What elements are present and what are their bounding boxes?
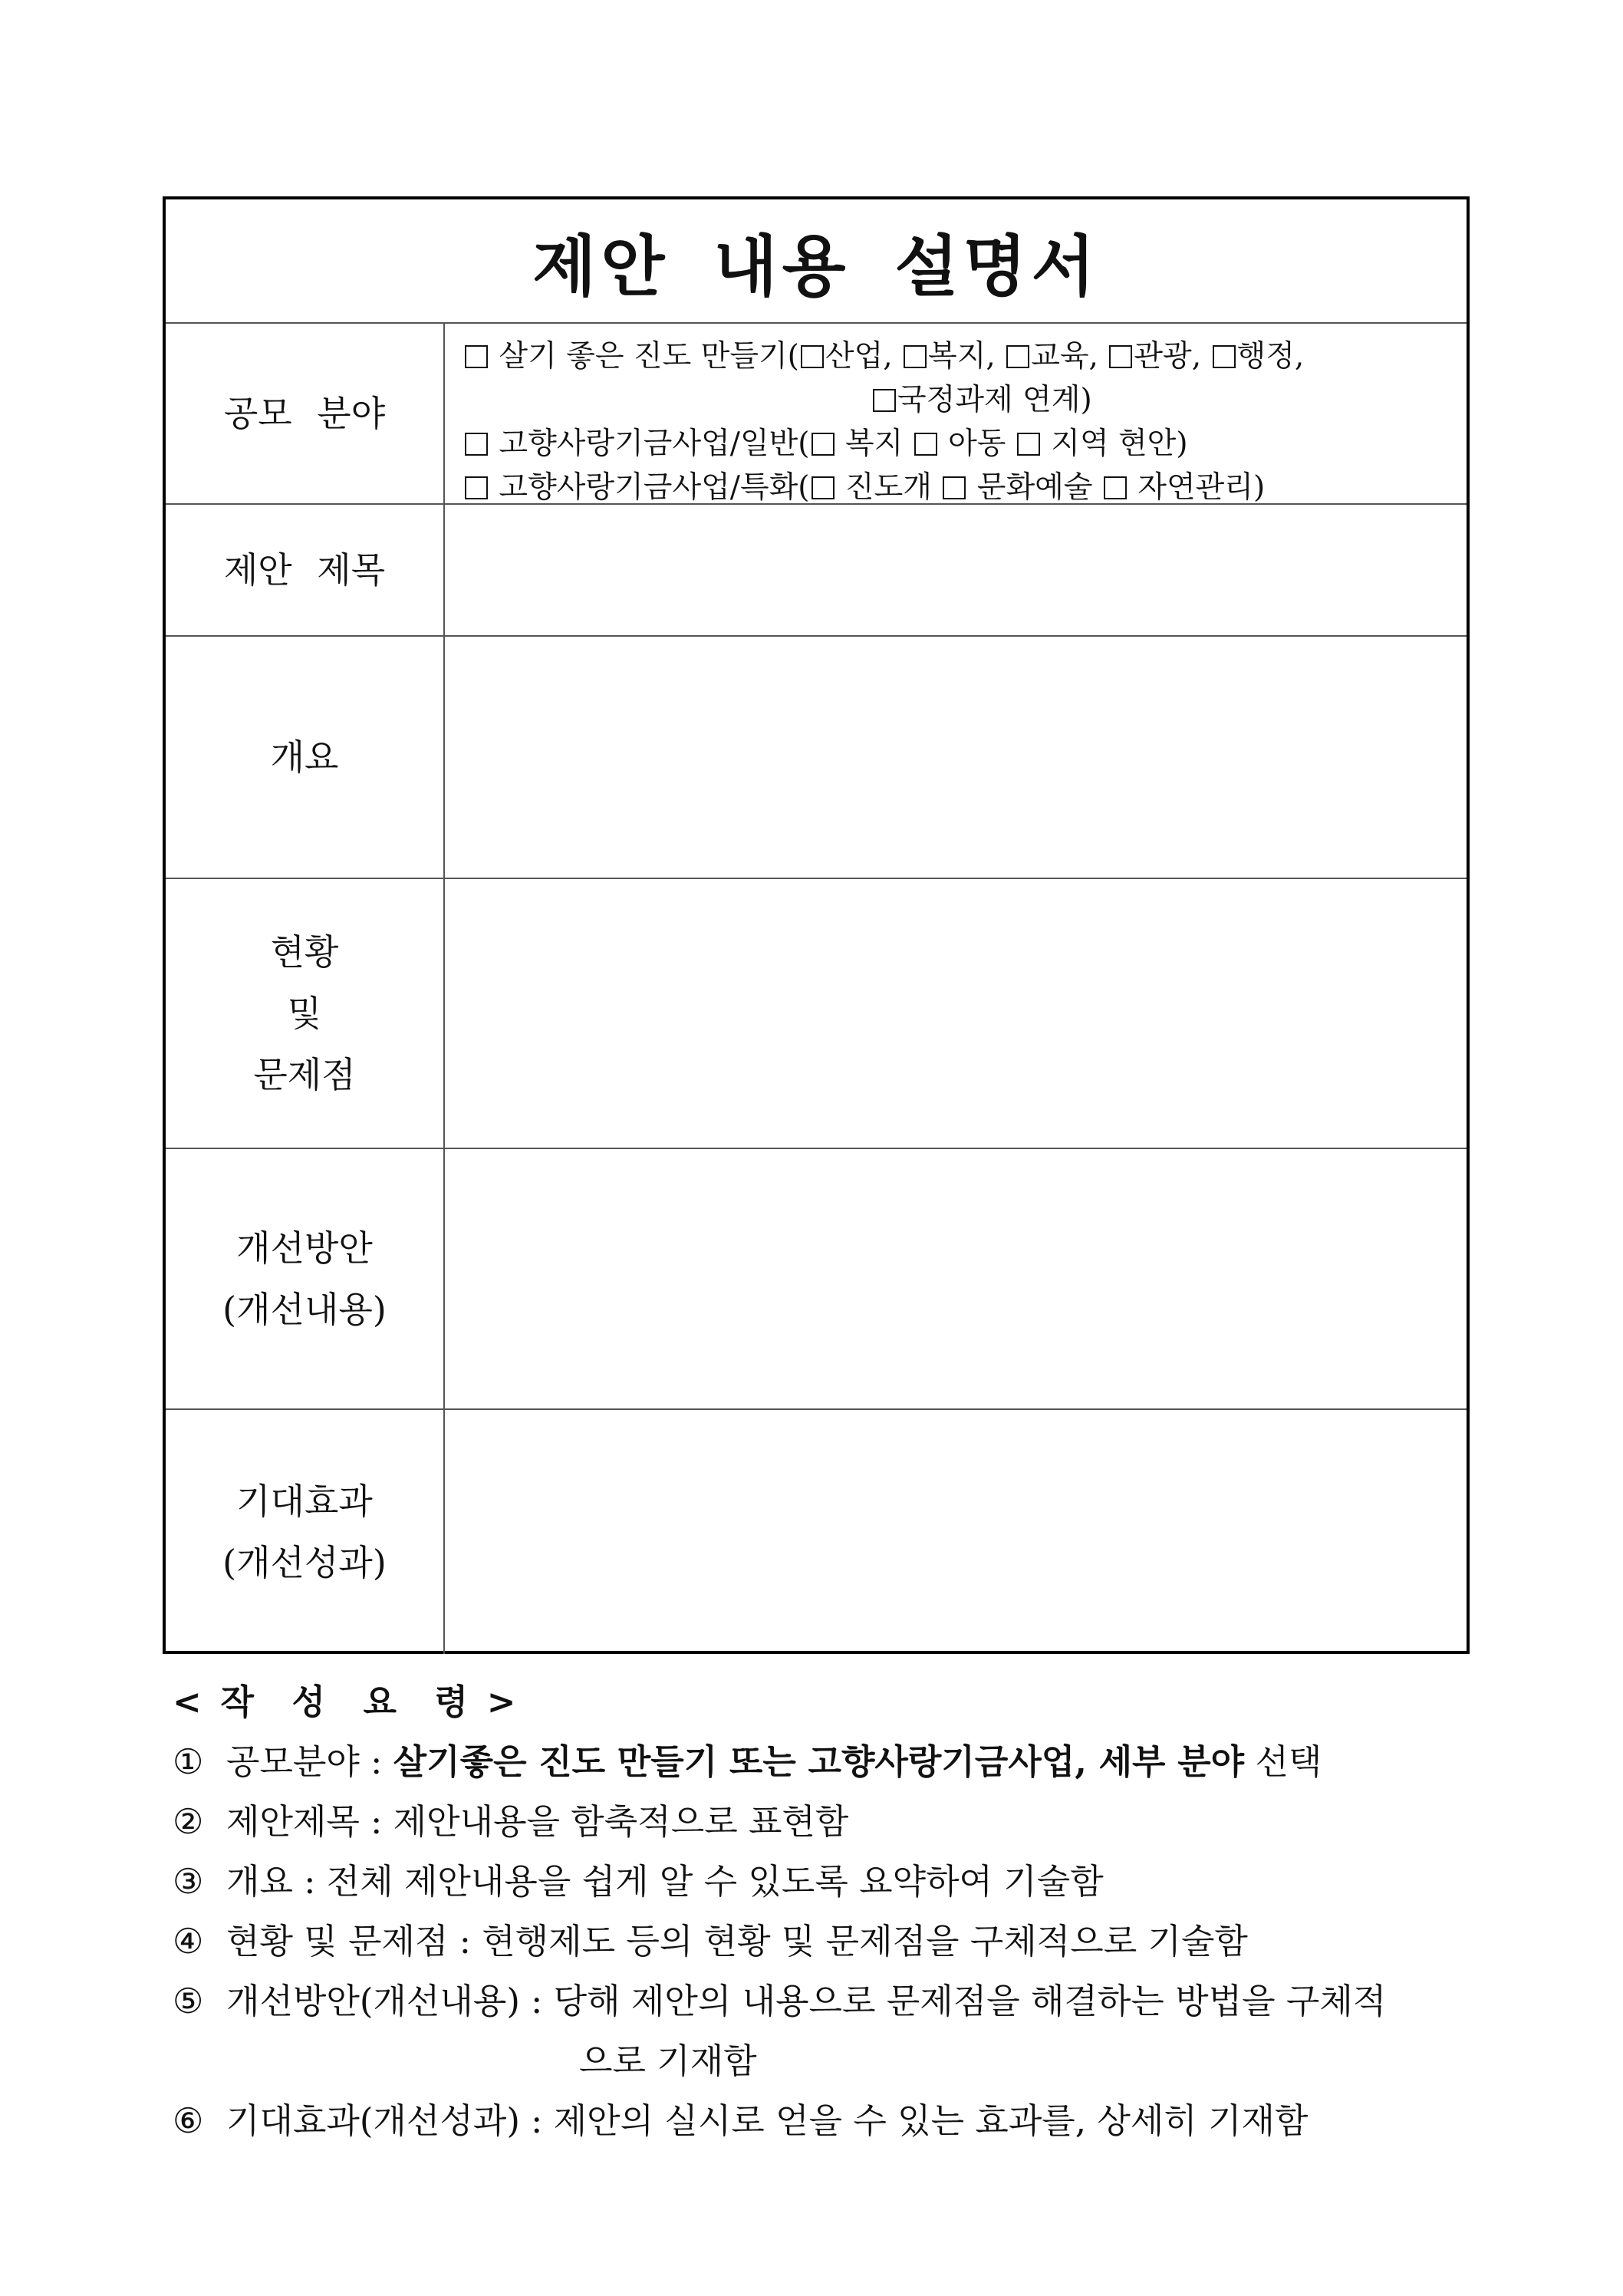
guide-item: ④ 현황 및 문제점 : 현행제도 등의 현황 및 문제점을 구체적으로 기술함 <box>173 1921 1248 1962</box>
checkbox-education[interactable] <box>1006 345 1029 368</box>
proposal-form-table <box>163 196 1470 1654</box>
overview-row <box>166 635 1467 878</box>
writing-guide <box>173 1672 1492 2151</box>
expected-effect-input[interactable] <box>445 1410 1467 1654</box>
field-line-4: 고향사랑기금사업/특화( 진도개 문화예술 자연관리) <box>463 466 1459 509</box>
checkbox-special-jindo-dog[interactable] <box>812 476 835 499</box>
guide-item: ⑤ 개선방안(개선내용) : 당해 제안의 내용으로 문제점을 해결하는 방법을 구체적 <box>173 1981 1387 2021</box>
checkbox-tourism[interactable] <box>1109 345 1132 368</box>
checkbox-general-children[interactable] <box>914 433 937 456</box>
expected-effect-label: 기대효과 (개선성과) <box>166 1410 445 1654</box>
expected-effect-row <box>166 1408 1467 1654</box>
proposal-title-input[interactable] <box>445 505 1467 635</box>
improvement-row <box>166 1148 1467 1408</box>
field-row <box>166 322 1467 503</box>
field-label: 공모 분야 <box>166 324 445 503</box>
status-problems-row <box>166 878 1467 1148</box>
checkbox-industry[interactable] <box>801 345 824 368</box>
field-options <box>445 324 1467 503</box>
status-problems-input[interactable] <box>445 879 1467 1148</box>
checkbox-special-culture-arts[interactable] <box>943 476 966 499</box>
proposal-title-row <box>166 503 1467 635</box>
guide-item: ② 제안제목 : 제안내용을 함축적으로 표현함 <box>173 1801 849 1842</box>
overview-label: 개요 <box>166 637 445 878</box>
checkbox-livable-jindo[interactable] <box>465 345 488 368</box>
field-line-1: 살기 좋은 진도 만들기( 산업, 복지, 교육, 관광, 행정, <box>463 334 1459 378</box>
checkbox-special-nature[interactable] <box>1104 476 1127 499</box>
improvement-input[interactable] <box>445 1149 1467 1408</box>
form-title: 제안 내용 설명서 <box>532 229 1100 305</box>
checkbox-hometown-general[interactable] <box>465 433 488 456</box>
guide-item: ⑥ 기대효과(개선성과) : 제안의 실시로 얻을 수 있는 효과를, 상세히 기재함 <box>173 2100 1309 2141</box>
checkbox-welfare[interactable] <box>904 345 927 368</box>
checkbox-general-local-issues[interactable] <box>1017 433 1040 456</box>
guide-item: ① 공모분야 : 살기좋은 진도 만들기 또는 고향사랑기금사업, 세부 분야 선택 <box>173 1741 1322 1782</box>
checkbox-general-welfare[interactable] <box>812 433 835 456</box>
overview-input[interactable] <box>445 637 1467 878</box>
field-line-3: 고향사랑기금사업/일반( 복지 아동 지역 현안) <box>463 422 1459 466</box>
proposal-title-label: 제안 제목 <box>166 505 445 635</box>
guide-item-continuation: 으로 기재함 <box>579 2041 757 2081</box>
checkbox-administration[interactable] <box>1213 345 1236 368</box>
checkbox-hometown-special[interactable] <box>465 476 488 499</box>
title-row <box>166 199 1467 322</box>
guide-header: < 작 성 요 령 > <box>173 1682 516 1722</box>
guide-item: ③ 개요 : 전체 제안내용을 쉽게 알 수 있도록 요약하여 기술함 <box>173 1861 1104 1902</box>
status-problems-label: 현황 및 문제점 <box>166 879 445 1148</box>
checkbox-national-task[interactable] <box>873 389 896 412</box>
improvement-label: 개선방안 (개선내용) <box>166 1149 445 1408</box>
field-line-2: 국정과제 연계) <box>463 378 1459 422</box>
